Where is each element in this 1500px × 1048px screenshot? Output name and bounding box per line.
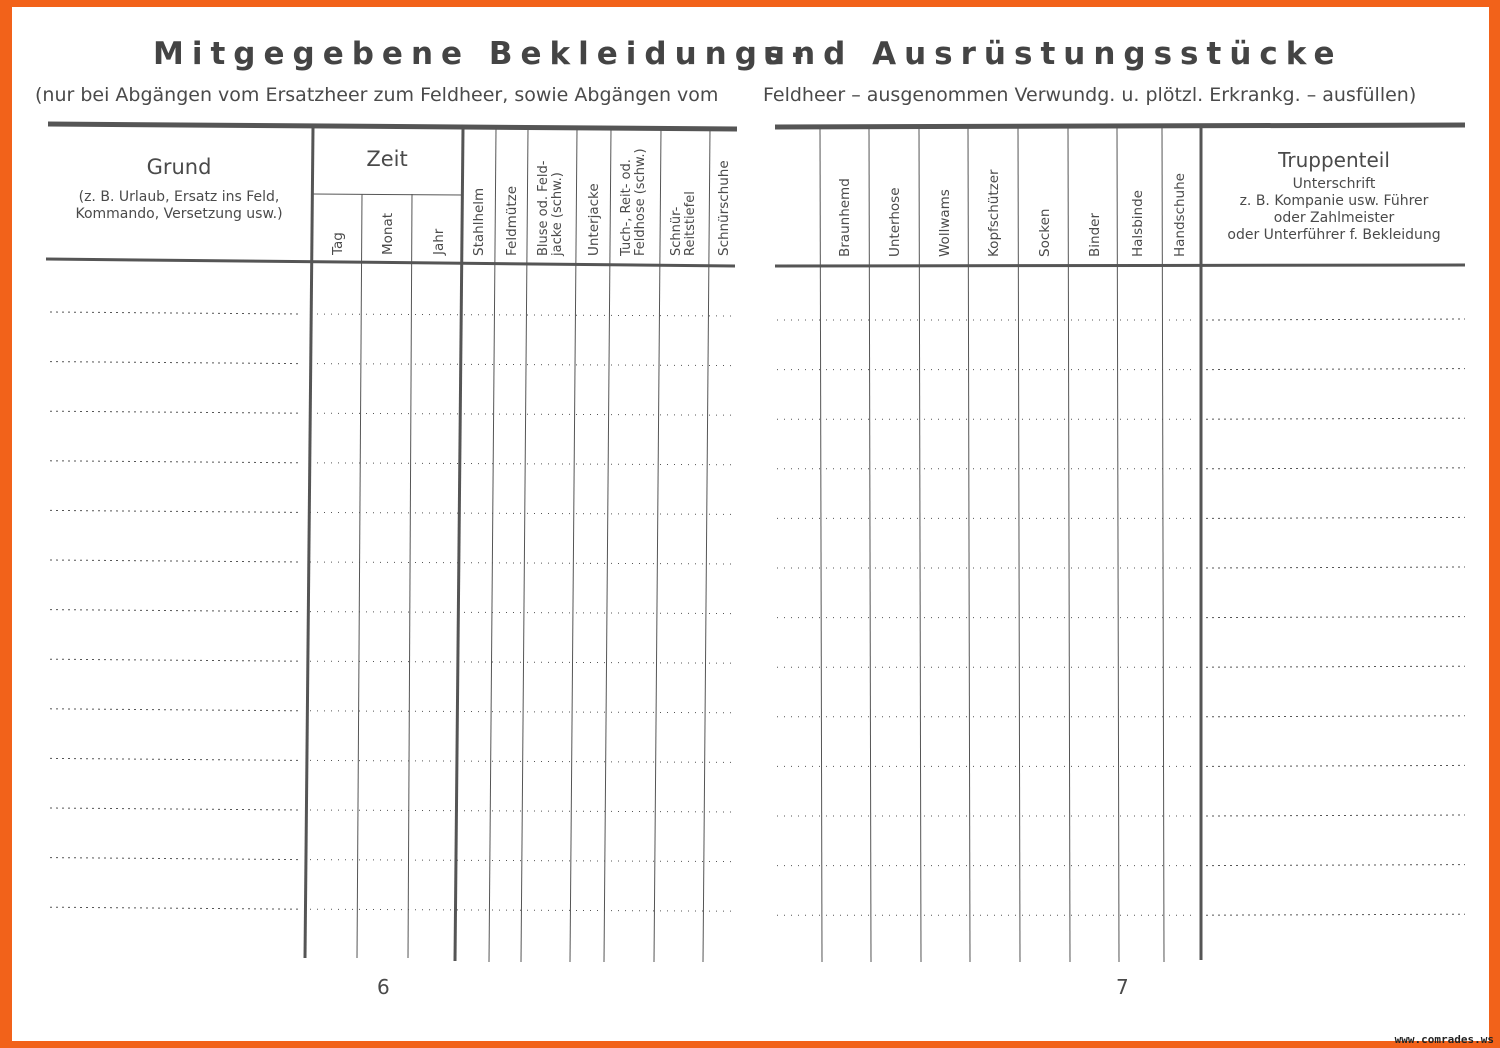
grund-hint-line2: Kommando, Versetzung usw.) — [75, 206, 283, 222]
subtitle-left: (nur bei Abgängen vom Ersatzheer zum Feldheer, sowie Abgängen vom — [35, 84, 719, 106]
left-item-divider — [570, 129, 577, 962]
column-hose-line1: Tuch-, Reit- od. — [619, 159, 634, 256]
truppenteil-line1: Unterschrift — [1292, 176, 1376, 192]
truppenteil-line2: z. B. Kompanie usw. Führer — [1239, 193, 1429, 209]
truppenteil-label: Truppenteil — [1278, 148, 1390, 172]
left-item-divider — [521, 129, 528, 962]
left-dotted-row — [310, 413, 735, 415]
right-item-divider — [919, 128, 921, 962]
column-halsbinde-label: Halsbinde — [1130, 190, 1146, 257]
left-dotted-row — [50, 461, 300, 463]
column-bluse-line1: Bluse od. Feld- — [536, 160, 551, 256]
column-monat-label: Monat — [380, 212, 396, 255]
column-socken-label: Socken — [1037, 208, 1053, 257]
right-dotted-row — [1206, 666, 1465, 667]
column-feldmuetze-label: Feldmütze — [504, 185, 520, 256]
page-number-right: 7 — [1116, 975, 1129, 999]
left-top-rule — [48, 124, 737, 129]
left-dotted-row — [310, 711, 735, 713]
column-tag-label: Tag — [330, 232, 346, 255]
left-dotted-row — [310, 612, 735, 614]
right-dotted-row — [1206, 716, 1465, 717]
right-item-divider — [968, 128, 970, 962]
truppenteil-line3: oder Zahlmeister — [1273, 210, 1395, 226]
left-dotted-row — [310, 364, 735, 366]
left-dotted-row — [310, 860, 735, 862]
left-dotted-row — [310, 314, 735, 316]
right-dotted-row — [1206, 567, 1465, 568]
column-stahlhelm-label: Stahlhelm — [471, 187, 487, 256]
column-jahr-label: Jahr — [431, 228, 447, 255]
left-divider-monat — [408, 194, 412, 958]
left-dotted-row — [50, 907, 300, 909]
left-item-divider — [703, 129, 710, 962]
left-dotted-row — [50, 610, 300, 612]
left-header-rule — [46, 259, 735, 266]
right-item-divider — [869, 128, 871, 962]
left-dotted-row — [310, 562, 735, 564]
column-unterhose-label: Unterhose — [887, 187, 903, 257]
left-dotted-row — [310, 909, 735, 911]
left-dotted-row — [50, 709, 300, 711]
left-dotted-row — [50, 312, 300, 314]
right-dotted-row — [1206, 468, 1465, 469]
column-unterjacke-label: Unterjacke — [586, 183, 602, 256]
left-dotted-row — [50, 758, 300, 760]
column-hose-label — [620, 148, 648, 256]
right-dotted-row — [1206, 617, 1465, 618]
column-bluse-line2: jacke (schw.) — [550, 172, 565, 256]
zeit-subheader-rule — [313, 194, 463, 195]
column-stiefel-line2: Reitstiefel — [683, 191, 698, 256]
left-item-divider — [489, 129, 496, 962]
left-divider-grund — [305, 128, 313, 958]
right-dotted-row — [1206, 319, 1465, 320]
column-braunhemd-label: Braunhemd — [837, 178, 853, 257]
column-schnuerschuhe-label: Schnürschuhe — [716, 160, 732, 256]
column-kopfschuetzer-label: Kopfschützer — [986, 169, 1002, 257]
left-dotted-row — [50, 362, 300, 364]
grund-label: Grund — [146, 155, 212, 179]
left-divider-tag — [357, 194, 362, 958]
left-dotted-row — [50, 411, 300, 413]
column-binder-label: Binder — [1087, 213, 1103, 257]
right-item-divider — [1068, 128, 1070, 962]
left-dotted-row — [50, 808, 300, 810]
right-dotted-row — [1206, 815, 1465, 816]
right-top-rule — [775, 125, 1465, 127]
left-item-divider — [654, 129, 661, 962]
right-dotted-row — [1206, 765, 1465, 766]
watermark: www.comrades.ws — [1394, 1033, 1494, 1046]
left-divider-zeit — [455, 129, 463, 961]
left-dotted-row — [50, 560, 300, 562]
right-dotted-row — [1206, 369, 1465, 370]
zeit-label: Zeit — [366, 147, 408, 171]
column-handschuhe-label: Handschuhe — [1172, 173, 1188, 257]
right-item-divider — [820, 128, 822, 962]
column-stiefel-label — [670, 191, 698, 256]
right-header-rule — [775, 265, 1465, 266]
left-dotted-row — [310, 512, 735, 514]
grund-header — [48, 155, 310, 223]
truppenteil-header — [1202, 148, 1466, 244]
left-dotted-row — [50, 659, 300, 661]
right-dotted-row — [1206, 418, 1465, 419]
left-item-divider — [604, 129, 611, 962]
column-wollwams-label: Wollwams — [937, 189, 953, 257]
left-dotted-row — [50, 858, 300, 860]
right-item-divider — [1018, 128, 1020, 962]
right-dotted-row — [1206, 865, 1465, 866]
right-item-divider — [1117, 128, 1119, 962]
left-dotted-row — [310, 661, 735, 663]
grund-hint-line1: (z. B. Urlaub, Ersatz ins Feld, — [78, 189, 280, 205]
title-right: und Ausrüstungsstücke — [763, 36, 1343, 72]
right-dotted-row — [1206, 914, 1465, 915]
right-item-divider — [1162, 128, 1164, 962]
truppenteil-line4: oder Unterführer f. Bekleidung — [1227, 227, 1441, 243]
left-dotted-row — [310, 463, 735, 465]
right-dotted-row — [1206, 517, 1465, 518]
page-number-left: 6 — [377, 975, 390, 999]
title-left: Mitgegebene Bekleidungs- — [153, 36, 813, 72]
column-bluse-label — [537, 161, 565, 256]
left-dotted-row — [50, 510, 300, 512]
column-stiefel-line1: Schnür- — [669, 206, 684, 256]
column-hose-line2: Feldhose (schw.) — [633, 148, 648, 256]
subtitle-right: Feldheer – ausgenommen Verwundg. u. plötzl. Erkrankg. – ausfüllen) — [763, 84, 1417, 106]
